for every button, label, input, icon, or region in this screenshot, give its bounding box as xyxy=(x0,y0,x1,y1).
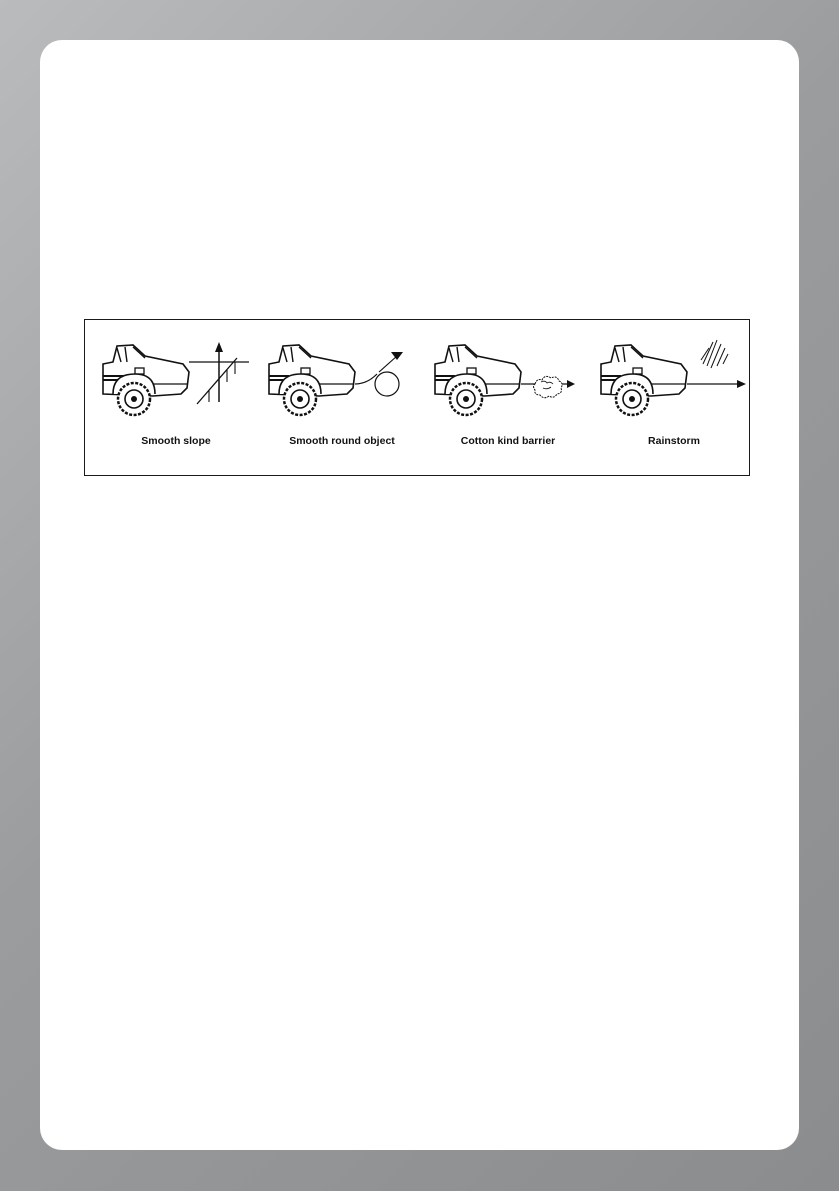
car-slope-illustration xyxy=(101,320,267,430)
panel-smooth-slope xyxy=(101,320,267,475)
car-rainstorm-illustration xyxy=(599,320,765,430)
page xyxy=(40,40,799,1150)
panel-caption: Smooth slope xyxy=(141,435,211,447)
obstacle-detection-figure xyxy=(84,319,750,476)
panel-cotton-kind-barrier xyxy=(433,320,599,475)
round-object-icon xyxy=(355,352,403,396)
car-round-object-illustration xyxy=(267,320,433,430)
panel-caption: Rainstorm xyxy=(648,435,700,447)
panel-caption: Smooth round object xyxy=(289,435,395,447)
panel-caption: Cotton kind barrier xyxy=(460,435,556,447)
panel-smooth-round-object xyxy=(267,320,433,475)
car-cotton-barrier-illustration xyxy=(433,320,599,430)
cotton-barrier-icon xyxy=(521,376,575,397)
slope-icon xyxy=(189,342,249,404)
rainstorm-icon xyxy=(687,340,746,388)
panel-rainstorm xyxy=(599,320,765,475)
